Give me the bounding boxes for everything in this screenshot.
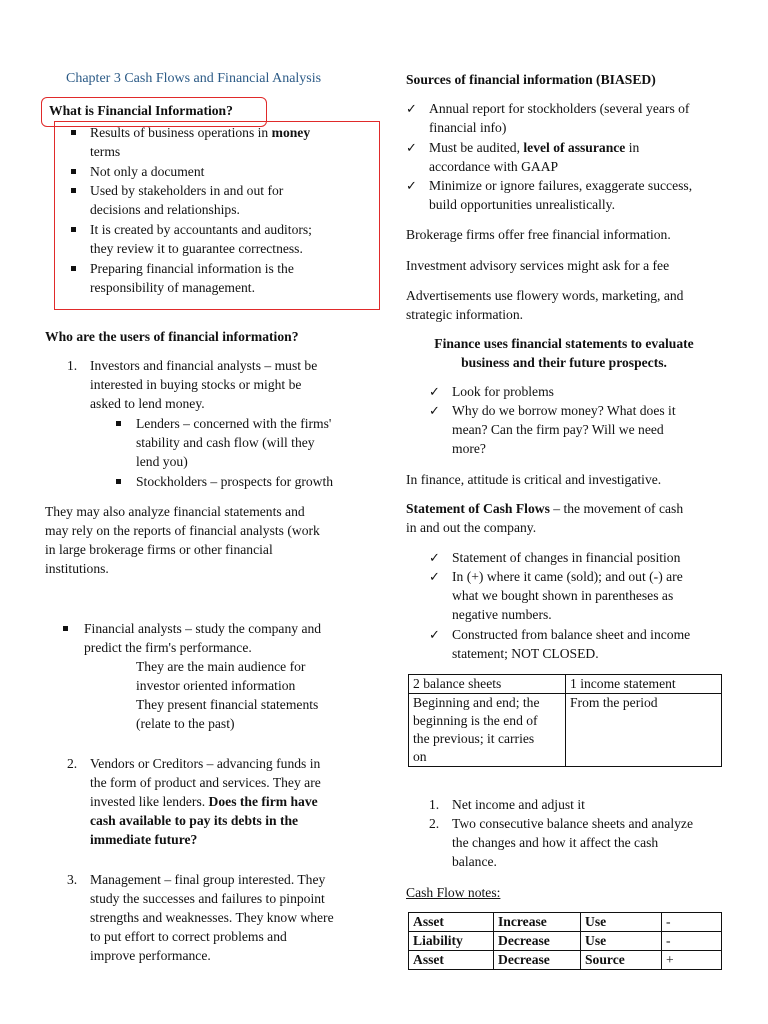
check-icon: ✓	[429, 627, 440, 642]
cash-flow-notes-heading: Cash Flow notes:	[406, 885, 501, 900]
sub-bullet-square	[116, 479, 121, 484]
table-cell: Liability	[409, 932, 494, 951]
table-cell: Decrease	[494, 932, 581, 951]
list-number: 1.	[429, 797, 440, 812]
check-icon: ✓	[406, 101, 417, 116]
table-row	[409, 694, 722, 767]
table-header-cell: 1 income statement	[566, 675, 722, 694]
table-cell: +	[662, 951, 722, 970]
table-cell: Decrease	[494, 951, 581, 970]
check-item-text: Statement of changes in financial position	[452, 550, 681, 565]
check-icon: ✓	[429, 569, 440, 584]
brokerage-line: Brokerage firms offer free financial information.	[406, 227, 671, 242]
list-number: 2.	[67, 756, 78, 771]
bullet-text: It is created by accountants and auditors; they review it to guarantee correctness.	[90, 222, 312, 256]
table-row	[409, 913, 722, 932]
sources-heading: Sources of financial information (BIASED)	[406, 72, 656, 87]
list-item-text: Two consecutive balance sheets and analyze the changes and how it affect the cash balance.	[452, 816, 693, 869]
table-cell: -	[662, 932, 722, 951]
table-cell: -	[662, 913, 722, 932]
table-cell: Increase	[494, 913, 581, 932]
bullet-text: Used by stakeholders in and out for decisions and relationships.	[90, 183, 284, 217]
bullet-text: Financial analysts – study the company and predict the firm's performance.	[84, 621, 322, 655]
table-cell: Use	[581, 913, 662, 932]
table-cell: Beginning and end; the beginning is the end of the previous; it carries on	[409, 694, 566, 767]
check-item-text: Why do we borrow money? What does it mean? Can the firm pay? Will we need more?	[452, 403, 676, 456]
investment-line: Investment advisory services might ask for a fee	[406, 258, 670, 273]
table-row	[409, 932, 722, 951]
table-row	[409, 951, 722, 970]
table-cell: From the period	[566, 694, 722, 767]
bullet-square	[71, 130, 76, 135]
check-icon: ✓	[406, 178, 417, 193]
table-cell: Asset	[409, 913, 494, 932]
bullet-square	[63, 626, 68, 631]
check-icon: ✓	[429, 384, 440, 399]
list-number: 1.	[67, 358, 78, 373]
indented-text: They are the main audience for investor oriented information They present financial statements (relate to the past)	[136, 659, 319, 731]
cash-flow-notes-table	[408, 912, 722, 970]
bullet-text: Preparing financial information is the responsibility of management.	[90, 261, 294, 295]
bullet-text: Not only a document	[90, 164, 205, 179]
users-heading: Who are the users of financial information?	[45, 329, 299, 344]
sub-bullet-text: Lenders – concerned with the firms' stability and cash flow (will they lend you)	[136, 416, 332, 469]
sub-bullet-square	[116, 421, 121, 426]
bullet-square	[71, 188, 76, 193]
check-item-text: Minimize or ignore failures, exaggerate success, build opportunities unrealistically.	[429, 178, 693, 212]
bullet-square	[71, 227, 76, 232]
table-cell: Source	[581, 951, 662, 970]
check-item-text: In (+) where it came (sold); and out (-) are what we bought shown in parentheses as negative numbers.	[452, 569, 683, 622]
bullet-text: Results of business operations in money terms	[90, 125, 311, 159]
attitude-line: In finance, attitude is critical and investigative.	[406, 472, 662, 487]
check-item-text: Constructed from balance sheet and income statement; NOT CLOSED.	[452, 627, 691, 661]
scf-paragraph: Statement of Cash Flows – the movement of cash in and out the company.	[406, 501, 684, 535]
sub-bullet-text: Stockholders – prospects for growth	[136, 474, 334, 489]
bullet-square	[71, 266, 76, 271]
list-number: 2.	[429, 816, 440, 831]
ads-paragraph: Advertisements use flowery words, marketing, and strategic information.	[406, 288, 684, 322]
check-item-text: Must be audited, level of assurance in accordance with GAAP	[429, 140, 640, 174]
list-item-text: Vendors or Creditors – advancing funds in the form of product and services. They are invested like lenders. Does the firm have cash available to pay its debts in the immediate future?	[90, 756, 321, 847]
table-header-cell: 2 balance sheets	[409, 675, 566, 694]
check-item-text: Annual report for stockholders (several years of financial info)	[429, 101, 690, 135]
what-is-heading: What is Financial Information?	[49, 103, 233, 118]
analyze-paragraph: They may also analyze financial statements and may rely on the reports of financial analysts (work in large brokerage firms or other financial institutions.	[45, 504, 320, 576]
table-row	[409, 675, 722, 694]
check-icon: ✓	[406, 140, 417, 155]
check-item-text: Look for problems	[452, 384, 554, 399]
table-cell: Asset	[409, 951, 494, 970]
list-item-text: Management – final group interested. They study the successes and failures to pinpoint strengths and weaknesses. They know where to put effort to correct problems and improve performance.	[90, 872, 334, 963]
list-item-text: Net income and adjust it	[452, 797, 585, 812]
bullet-square	[71, 169, 76, 174]
list-item-text: Investors and financial analysts – must be interested in buying stocks or might be asked to lend money.	[90, 358, 318, 411]
finance-heading: Finance uses financial statements to evaluate business and their future prospects.	[434, 336, 694, 370]
chapter-title: Chapter 3 Cash Flows and Financial Analysis	[66, 71, 322, 86]
check-icon: ✓	[429, 403, 440, 418]
list-number: 3.	[67, 872, 78, 887]
balance-income-table	[408, 674, 722, 767]
table-cell: Use	[581, 932, 662, 951]
check-icon: ✓	[429, 550, 440, 565]
